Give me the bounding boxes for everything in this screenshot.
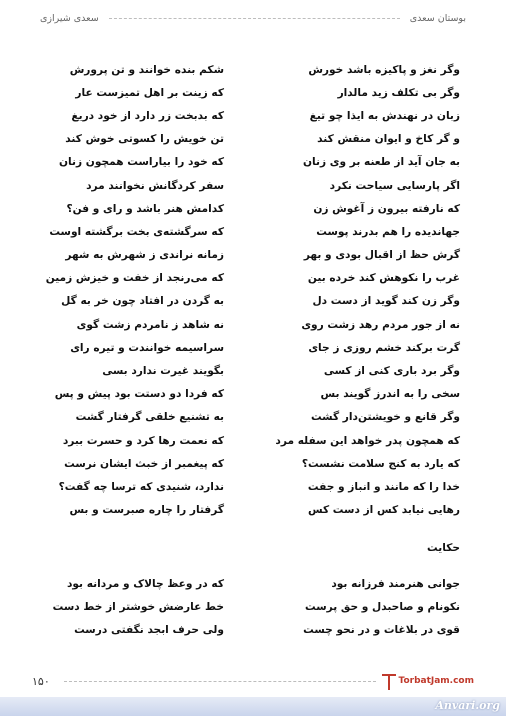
verse-row <box>40 104 466 127</box>
verse-row <box>40 267 466 290</box>
first-hemistich: قوی در بلاغات و در نحو چست <box>303 623 460 636</box>
watermark-bar <box>0 697 506 716</box>
second-hemistich: که فردا دو دستت بود پیش و پس <box>54 388 224 401</box>
author-name: سعدی شیرازی <box>40 12 99 24</box>
second-hemistich: کدامش هنر باشد و رای و فن؟ <box>66 202 224 215</box>
second-hemistich: که نعمت رها کرد و حسرت ببرد <box>62 434 224 447</box>
second-hemistich: نه شاهد ز نامردم زشت گوی <box>76 318 224 331</box>
verse-row <box>40 197 466 220</box>
first-hemistich: که یارد به کنج سلامت نشست؟ <box>301 457 460 470</box>
first-hemistich: اگر پارسایی سیاحت نکرد <box>329 179 460 192</box>
verse-row <box>40 618 466 641</box>
verse-row <box>40 81 466 104</box>
second-hemistich: ندارد، شنیدی که ترسا چه گفت؟ <box>58 480 224 493</box>
second-hemistich: که در وعظ چالاک و مردانه بود <box>66 577 224 590</box>
verse-row <box>40 429 466 452</box>
second-hemistich: که سرگشته‌ی بخت برگشته اوست <box>49 225 224 238</box>
second-hemistich: به گردن در افتاد چون خر به گل <box>61 295 224 308</box>
first-hemistich: گرش حظ از اقبال بودی و بهر <box>303 249 460 262</box>
verse-row <box>40 290 466 313</box>
verse-row <box>40 244 466 267</box>
second-hemistich: سراسیمه خوانندت و تیره رای <box>70 341 224 354</box>
first-hemistich: غرب را نکوهش کند خرده بین <box>307 272 460 285</box>
verse-row <box>40 128 466 151</box>
first-hemistich: زبان در نهندش به ایذا چو تیغ <box>309 109 460 122</box>
second-hemistich: که بدبخت زر دارد از خود دریغ <box>71 109 224 122</box>
second-hemistich: که خود را بیاراست همچون زنان <box>59 156 224 169</box>
verse-row <box>40 406 466 429</box>
first-hemistich: سخی را به اندرز گویند بس <box>320 388 460 401</box>
first-hemistich: رهایی نیابد کس از دست کس <box>307 504 460 517</box>
first-hemistich: خدا را که مانند و انباز و جفت <box>307 480 460 493</box>
second-hemistich: که پیغمبر از خبث ایشان نرست <box>64 457 224 470</box>
first-hemistich: وگر نغز و پاکیزه باشد خورش <box>308 63 460 76</box>
first-hemistich: وگر برد باری کنی از کسی <box>323 365 460 378</box>
section-heading: حکایت <box>427 542 460 554</box>
site-logo <box>382 672 475 690</box>
verse-row <box>40 220 466 243</box>
verse-row <box>40 383 466 406</box>
second-hemistich: زمانه نراندی ز شهرش به شهر <box>65 249 224 262</box>
first-hemistich: نه از جور مردم رهد زشت روی <box>301 318 460 331</box>
book-title: بوستان سعدی <box>409 12 466 24</box>
verse-row <box>40 452 466 475</box>
verse-row <box>40 174 466 197</box>
first-hemistich: نکونام و صاحبدل و حق پرست <box>305 600 460 613</box>
first-hemistich: جهاندیده را هم بدرند پوست <box>316 225 460 238</box>
watermark-text: Anvari.org <box>435 699 500 712</box>
first-hemistich: که همچون پدر خواهد این سفله مرد <box>275 434 460 447</box>
first-hemistich: گرت برکند خشم روزی ز جای <box>308 341 460 354</box>
poem-body-story <box>40 572 466 642</box>
verse-row <box>40 336 466 359</box>
page-header <box>40 8 466 28</box>
header-divider <box>109 18 400 19</box>
first-hemistich: به جان آید از طعنه بر وی زنان <box>303 156 460 169</box>
first-hemistich: که نارفته بیرون ز آغوش زن <box>313 202 460 215</box>
verse-row <box>40 499 466 522</box>
second-hemistich: ولی حرف ابجد نگفتی درست <box>74 623 224 636</box>
page-footer <box>32 670 474 692</box>
verse-row <box>40 313 466 336</box>
verse-row <box>40 572 466 595</box>
logo-icon <box>382 672 396 690</box>
second-hemistich: تن خویش را کسوتی خوش کند <box>65 133 224 146</box>
logo-text: TorbatJam.com <box>398 676 474 686</box>
second-hemistich: بگویند غیرت ندارد بسی <box>102 365 224 378</box>
second-hemistich: که می‌رنجد از خفت و خیزش زمین <box>45 272 224 285</box>
second-hemistich: به تشنیع خلقی گرفتار گشت <box>75 411 224 424</box>
page-number: ۱۵۰ <box>32 674 50 688</box>
second-hemistich: شکم بنده خوانند و تن پرورش <box>69 63 224 76</box>
footer-divider <box>64 681 376 682</box>
first-hemistich: وگر بی تکلف زید مالدار <box>337 86 460 99</box>
poem-body <box>40 58 466 522</box>
second-hemistich: گرفتار را چاره صبرست و بس <box>69 504 224 517</box>
verse-row <box>40 595 466 618</box>
first-hemistich: وگر قانع و خویشتن‌دار گشت <box>310 411 460 424</box>
second-hemistich: سفر کردگانش نخوانند مرد <box>86 179 224 192</box>
first-hemistich: و گر کاخ و ایوان منقش کند <box>317 133 460 146</box>
verse-row <box>40 359 466 382</box>
first-hemistich: جوانی هنرمند فرزانه بود <box>331 577 460 590</box>
first-hemistich: وگر زن کند گوید از دست دل <box>312 295 460 308</box>
verse-row <box>40 151 466 174</box>
verse-row <box>40 58 466 81</box>
second-hemistich: خط عارضش خوشتر از خط دست <box>52 600 224 613</box>
second-hemistich: که زینت بر اهل تمیزست عار <box>75 86 224 99</box>
verse-row <box>40 475 466 498</box>
